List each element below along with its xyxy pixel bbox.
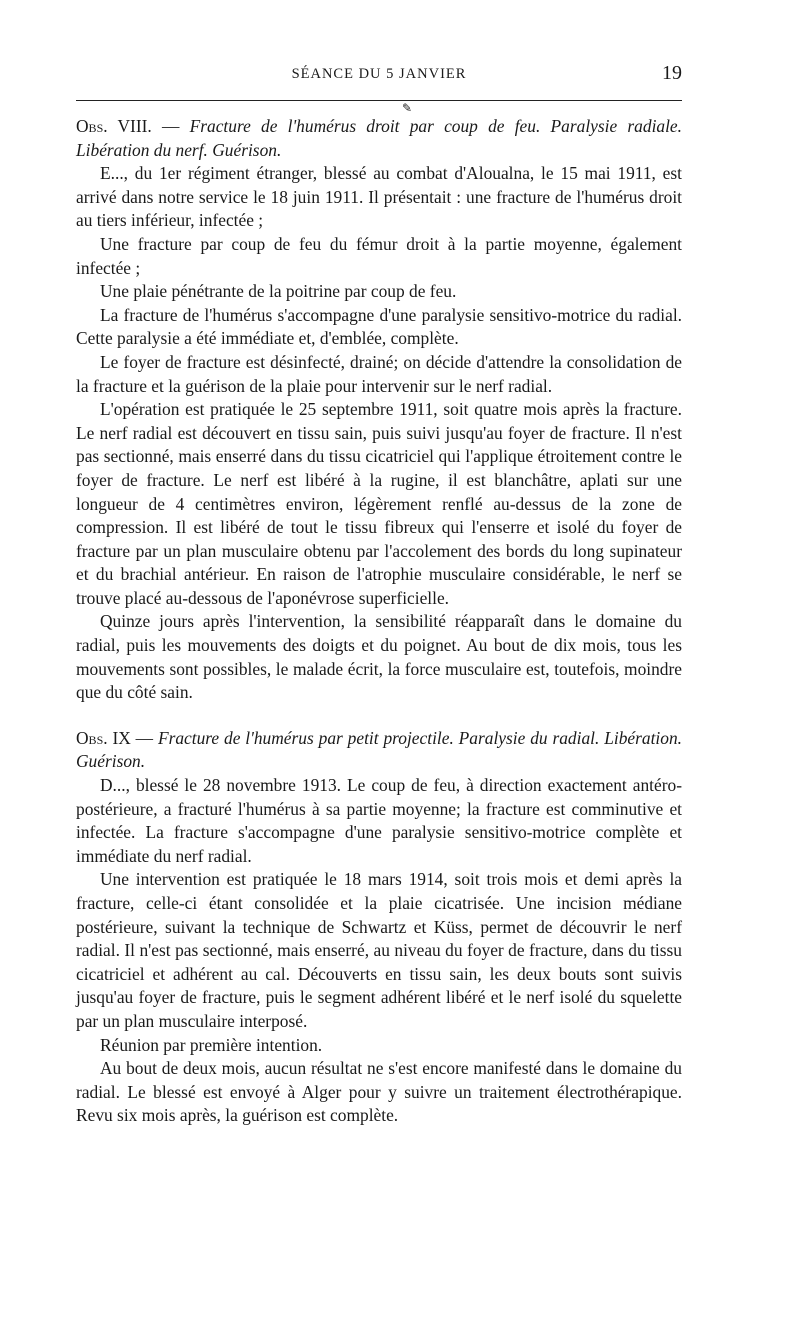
obs-8-title: Fracture de l'humérus droit par coup de feu. Paralysie radiale. Libération du nerf. Guérison. [76, 116, 682, 160]
obs-9-label: Obs. IX — [76, 727, 154, 748]
obs-8-paragraph: Quinze jours après l'intervention, la sensibilité réapparaît dans le domaine du radial, puis les mouvements des doigts et du poignet. Au bout de dix mois, tous les mouvements sont possibles, le malade écrit, la force musculaire est, toutefois, moindre que du côté sain. [76, 611, 682, 703]
obs-8-paragraph: Une plaie pénétrante de la poitrine par coup de feu. [100, 281, 457, 302]
section-gap [76, 705, 682, 727]
obs-9-paragraph: Une intervention est pratiquée le 18 mars 1914, soit trois mois et demi après la fracture, celle-ci étant consolidée et la plaie cicatrisée. Une incision médiane postérieure, suivant la technique de Schwartz et Küss, permet de découvrir le nerf radial. Il n'est pas sectionné, mais enserré, au niveau du foyer de fracture, dans du tissu cicatriciel et adhérent au cal. Découverts en tissu sain, les deux bouts sont suivis jusqu'au foyer de fracture, puis le segment adhérent libéré et le nerf isolé du squelette par un plan musculaire interposé. [76, 869, 682, 1031]
body-text [76, 115, 682, 1128]
obs-9-title: Fracture de l'humérus par petit projectile. Paralysie du radial. Libération. Guérison. [76, 727, 682, 772]
obs-8-paragraph: L'opération est pratiquée le 25 septembre 1911, soit quatre mois après la fracture. Le nerf radial est découvert en tissu sain, puis suivi jusqu'au foyer de fracture. Il n'est pas sectionné, mais enserré dans du tissu cicatriciel qui l'applique étroitement contre le foyer de fracture. Le nerf est libéré à la rugine, il est blanchâtre, aplati sur une longueur de 4 centimètres environ, légèrement renflé au-dessus de la zone de compression. Il est libéré de tout le tissu fibreux qui l'enserre et isolé du foyer de fracture par un plan musculaire obtenu par l'accolement des bords du long supinateur et du brachial antérieur. En raison de l'atrophie musculaire considérable, le nerf se trouve placé au-dessous de l'aponévrose superficielle. [76, 399, 682, 608]
page [76, 60, 682, 1128]
obs-9-heading [76, 727, 682, 774]
obs-9-paragraph: Réunion par première intention. [100, 1034, 323, 1055]
running-title: SÉANCE DU 5 JANVIER [291, 66, 467, 82]
page-header [76, 60, 682, 90]
obs-8-paragraph: La fracture de l'humérus s'accompagne d'une paralysie sensitivo-motrice du radial. Cette paralysie a été immédiate et, d'emblée, complète. [76, 304, 682, 349]
page-number: 19 [662, 62, 682, 84]
hand-mark-icon: ✎ [401, 101, 413, 115]
obs-8-paragraph: Une fracture par coup de feu du fémur droit à la partie moyenne, également infectée ; [76, 233, 682, 278]
obs-8-paragraph: Le foyer de fracture est désinfecté, drainé; on décide d'attendre la consolidation de la fracture et la guérison de la plaie pour intervenir sur le nerf radial. [76, 351, 682, 396]
obs-8-label: Obs. VIII. — [76, 116, 180, 136]
obs-9-paragraph: Au bout de deux mois, aucun résultat ne s'est encore manifesté dans le domaine du radial. Le blessé est envoyé à Alger pour y suivre un traitement électrothérapique. Revu six mois après, la guérison est complète. [76, 1058, 682, 1126]
obs-9-paragraph: D..., blessé le 28 novembre 1913. Le coup de feu, à direction exactement antéro-postérieure, a fracturé l'humérus à sa partie moyenne; la fracture est comminutive et infectée. La fracture s'accompagne d'une paralysie sensitivo-motrice complète et immédiate du nerf radial. [76, 775, 682, 866]
obs-8-heading [76, 115, 682, 162]
obs-8-paragraph: E..., du 1er régiment étranger, blessé au combat d'Aloualna, le 15 mai 1911, est arrivé dans notre service le 18 juin 1911. Il présentait : une fracture de l'humérus droit au tiers inférieur, infectée ; [76, 163, 682, 231]
